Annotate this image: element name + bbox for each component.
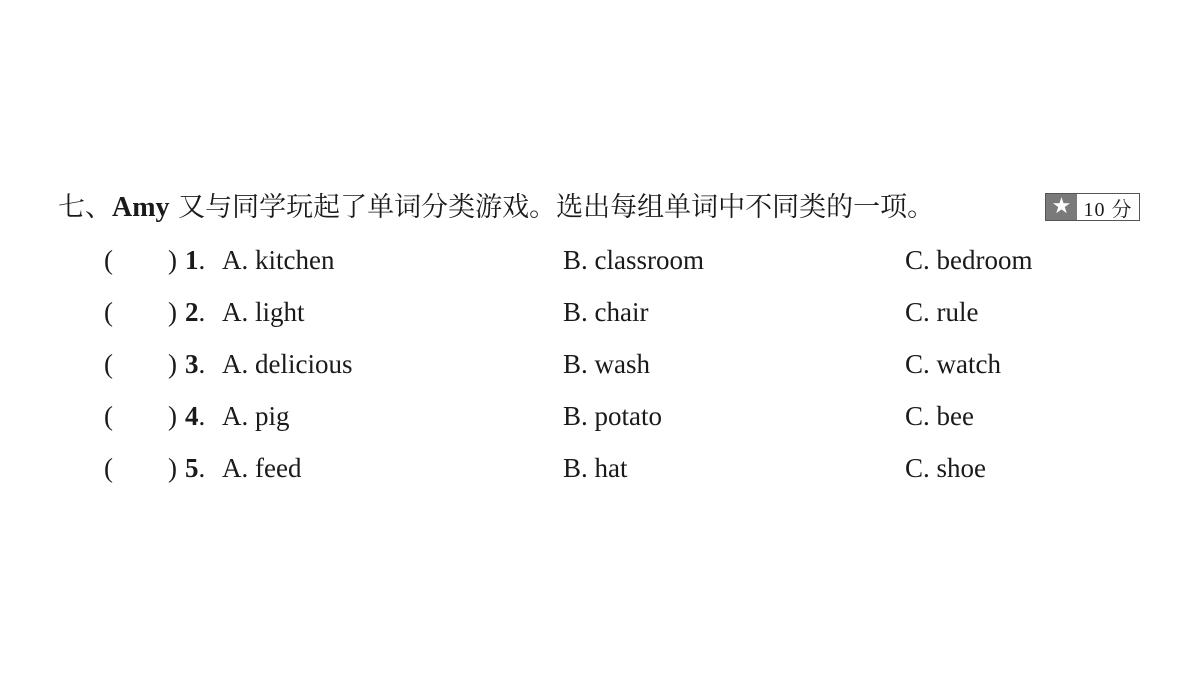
question-row bbox=[0, 396, 1200, 436]
section-title bbox=[58, 188, 934, 228]
option-a: A. pig bbox=[222, 401, 290, 431]
section-instruction: 又与同学玩起了单词分类游戏。选出每组单词中不同类的一项。 bbox=[169, 192, 935, 223]
option-b: B. potato bbox=[563, 401, 662, 431]
question-number: 1. bbox=[185, 245, 206, 275]
answer-paren-left[interactable]: ( bbox=[104, 297, 113, 327]
option-a: A. delicious bbox=[222, 349, 353, 379]
option-a: A. light bbox=[222, 297, 305, 327]
question-row bbox=[0, 448, 1200, 488]
section-number: 七、 bbox=[58, 192, 112, 223]
score-label: 10 分 bbox=[1083, 198, 1133, 221]
option-c: C. rule bbox=[905, 297, 979, 327]
answer-paren-left[interactable]: ( bbox=[104, 453, 113, 483]
option-b: B. wash bbox=[563, 349, 650, 379]
question-row bbox=[0, 292, 1200, 332]
option-b: B. classroom bbox=[563, 245, 704, 275]
answer-paren-right: ) bbox=[168, 401, 177, 431]
answer-paren-left[interactable]: ( bbox=[104, 245, 113, 275]
option-a: A. kitchen bbox=[222, 245, 335, 275]
question-row bbox=[0, 344, 1200, 384]
option-b: B. hat bbox=[563, 453, 628, 483]
star-icon: ★ bbox=[1046, 194, 1077, 220]
answer-paren-right: ) bbox=[168, 349, 177, 379]
score-badge bbox=[1045, 193, 1140, 221]
option-b: B. chair bbox=[563, 297, 649, 327]
answer-paren-right: ) bbox=[168, 297, 177, 327]
answer-paren-left[interactable]: ( bbox=[104, 349, 113, 379]
question-number: 4. bbox=[185, 401, 206, 431]
question-number: 5. bbox=[185, 453, 206, 483]
question-number: 3. bbox=[185, 349, 206, 379]
option-c: C. watch bbox=[905, 349, 1001, 379]
answer-paren-right: ) bbox=[168, 245, 177, 275]
answer-paren-right: ) bbox=[168, 453, 177, 483]
question-number: 2. bbox=[185, 297, 206, 327]
option-a: A. feed bbox=[222, 453, 302, 483]
question-row bbox=[0, 240, 1200, 280]
option-c: C. shoe bbox=[905, 453, 986, 483]
section-name: Amy bbox=[112, 192, 170, 223]
option-c: C. bee bbox=[905, 401, 974, 431]
option-c: C. bedroom bbox=[905, 245, 1033, 275]
answer-paren-left[interactable]: ( bbox=[104, 401, 113, 431]
